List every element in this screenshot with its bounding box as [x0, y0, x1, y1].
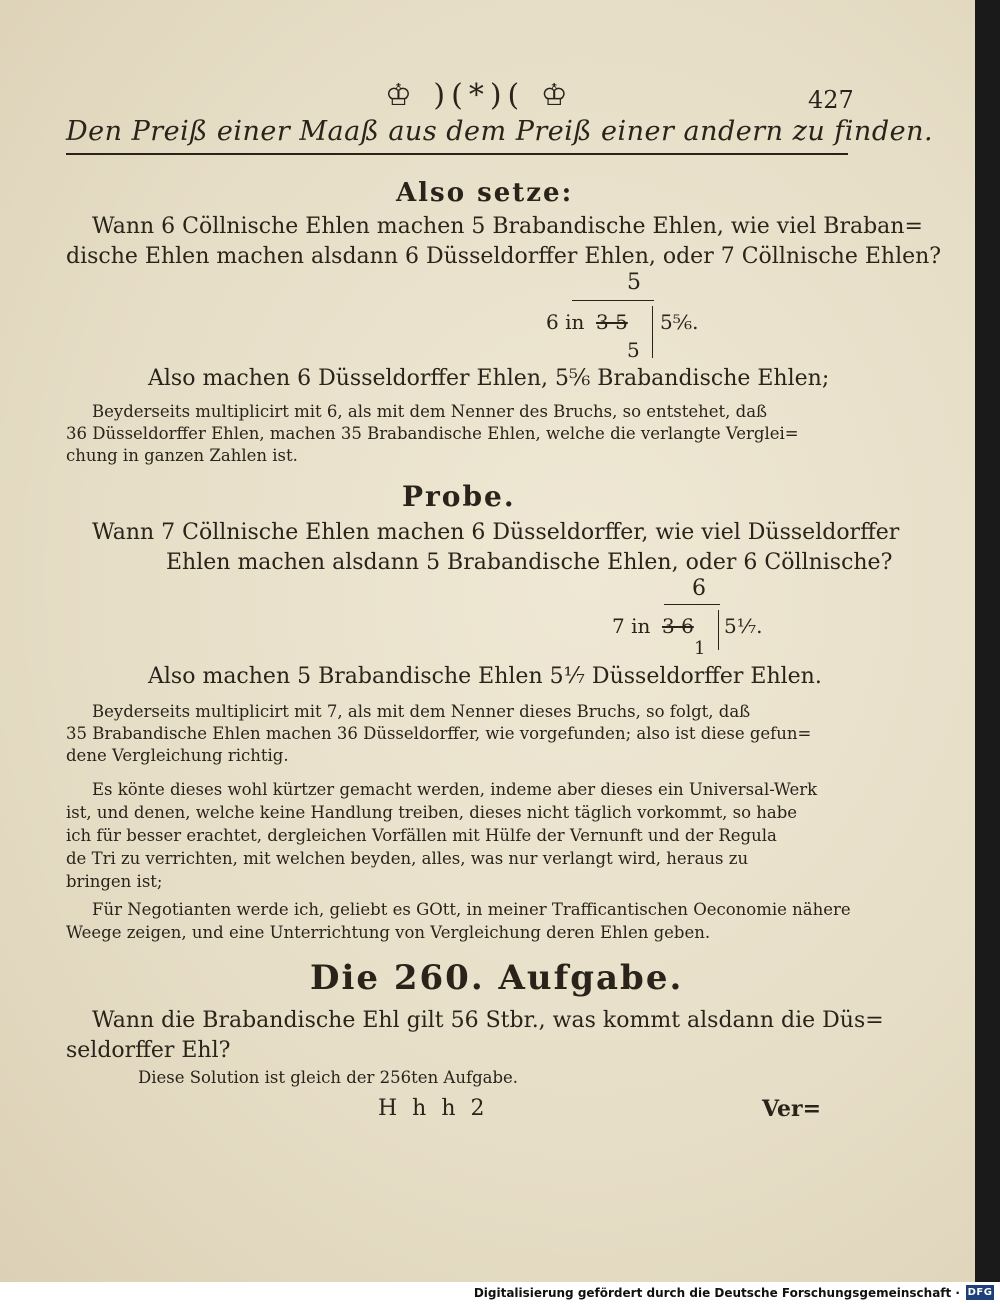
calc-top-value: 6: [692, 576, 706, 601]
calc-divider: [652, 306, 653, 358]
remark-line: ist, und denen, welche keine Handlung treiben, dieses nicht täglich vorkommt, so habe: [66, 803, 798, 822]
answer-line: Also machen 5 Brabandische Ehlen 5⅐ Düsseldorffer Ehlen.: [148, 664, 822, 689]
calc-result: 5⅐.: [724, 614, 763, 638]
catchword: Ver=: [762, 1096, 822, 1122]
calc-top-value: 5: [627, 270, 641, 295]
scan-border: [975, 0, 1000, 1282]
remark-line: de Tri zu verrichten, mit welchen beyden, alles, was nur verlangt wird, heraus zu: [66, 849, 749, 868]
signature-mark: H h h 2: [378, 1096, 489, 1121]
calc-rule: [664, 604, 720, 605]
remark-line: Es könte dieses wohl kürtzer gemacht werden, indeme aber dieses ein Universal-Werk: [92, 780, 818, 799]
note-line: Beyderseits multiplicirt mit 7, als mit dem Nenner dieses Bruchs, so folgt, daß: [92, 702, 751, 721]
note-line: 36 Düsseldorffer Ehlen, machen 35 Brabandische Ehlen, welche die verlangte Verglei=: [66, 424, 799, 443]
question-line: dische Ehlen machen alsdann 6 Düsseldorffer Ehlen, oder 7 Cöllnische Ehlen?: [66, 244, 942, 269]
section-heading-aufgabe-260: Die 260. Aufgabe.: [310, 958, 684, 998]
remark-line: ich für besser erachtet, dergleichen Vorfällen mit Hülfe der Vernunft und der Regula: [66, 826, 777, 845]
footer-credit: Digitalisierung gefördert durch die Deutsche Forschungsgemeinschaft ·: [473, 1286, 960, 1300]
calc-left: 6 in: [546, 310, 585, 334]
question-line: Wann 7 Cöllnische Ehlen machen 6 Düsseldorffer, wie viel Düsseldorffer: [92, 520, 900, 545]
section-heading-also-setze: Also setze:: [396, 178, 574, 208]
answer-line: Also machen 6 Düsseldorffer Ehlen, 5⅚ Brabandische Ehlen;: [148, 366, 830, 391]
solution-line: Diese Solution ist gleich der 256ten Aufgabe.: [138, 1068, 519, 1087]
question-line: Ehlen machen alsdann 5 Brabandische Ehlen, oder 6 Cöllnische?: [166, 550, 893, 575]
header-ornament: ♔ )(*)( ♔: [385, 78, 574, 113]
note-line: chung in ganzen Zahlen ist.: [66, 446, 298, 465]
calc-bottom-value: 5: [627, 338, 640, 362]
header-rule: [66, 153, 848, 155]
page-number: 427: [808, 86, 854, 114]
negotianten-line: Für Negotianten werde ich, geliebt es GOtt, in meiner Trafficantischen Oeconomie nähere: [92, 900, 851, 919]
negotianten-line: Weege zeigen, und eine Unterrichtung von Vergleichung deren Ehlen geben.: [66, 923, 711, 942]
calc-struck-values: 3 6: [662, 614, 694, 638]
calc-divider: [718, 610, 719, 650]
note-line: dene Vergleichung richtig.: [66, 746, 289, 765]
calc-bottom-value: 1: [694, 638, 706, 659]
dfg-logo-icon: DFG: [967, 1287, 993, 1298]
section-heading-probe: Probe.: [402, 480, 516, 513]
question-line: Wann 6 Cöllnische Ehlen machen 5 Brabandische Ehlen, wie viel Braban=: [92, 214, 923, 239]
footer-bar: [0, 1282, 1000, 1304]
question-line: Wann die Brabandische Ehl gilt 56 Stbr., was kommt alsdann die Düs=: [92, 1008, 884, 1033]
note-line: 35 Brabandische Ehlen machen 36 Düsseldorffer, wie vorgefunden; also ist diese gefun=: [66, 724, 812, 743]
calc-rule: [572, 300, 654, 301]
note-line: Beyderseits multiplicirt mit 6, als mit dem Nenner des Bruchs, so entstehet, daß: [92, 402, 768, 421]
calc-struck-values: 3 5: [596, 310, 628, 334]
question-line: seldorffer Ehl?: [66, 1038, 231, 1063]
remark-line: bringen ist;: [66, 872, 163, 891]
running-head: Den Preiß einer Maaß aus dem Preiß einer andern zu finden.: [66, 116, 934, 147]
calc-left: 7 in: [612, 614, 651, 638]
calc-result: 5⅚.: [660, 310, 699, 334]
